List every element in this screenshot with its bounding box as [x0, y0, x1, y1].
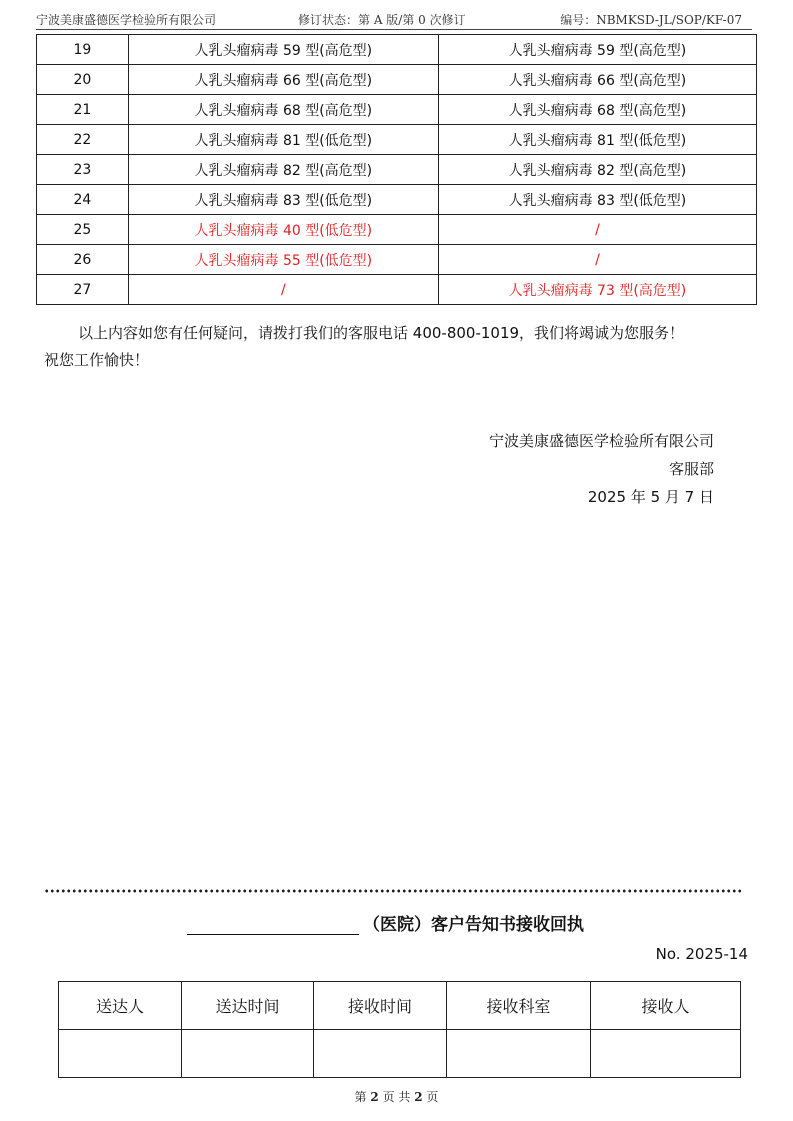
header-doc-number: 编号：NBMKSD-JL/SOP/KF-07	[560, 13, 742, 27]
receipt-col-sender: 送达人	[59, 982, 182, 1030]
previous-type-cell: 人乳头瘤病毒 66 型(高危型)	[128, 65, 438, 95]
footer-suffix: 页	[426, 1090, 439, 1104]
previous-type-cell: 人乳头瘤病毒 83 型(低危型)	[128, 185, 438, 215]
row-number: 24	[37, 185, 129, 215]
footer-mid: 页 共	[382, 1090, 411, 1104]
table-row	[37, 35, 757, 65]
new-type-cell: 人乳头瘤病毒 83 型(低危型)	[438, 185, 756, 215]
table-row	[37, 125, 757, 155]
receipt-title-text: （医院）客户告知书接收回执	[363, 915, 584, 935]
row-number: 20	[37, 65, 129, 95]
signature-date: 2025 年 5 月 7 日	[587, 488, 714, 506]
row-number: 25	[37, 215, 129, 245]
previous-type-cell: 人乳头瘤病毒 82 型(高危型)	[128, 155, 438, 185]
signature-company: 宁波美康盛德医学检验所有限公司	[488, 432, 714, 450]
receipt-col-department: 接收科室	[447, 982, 591, 1030]
receipt-cell-receive-time[interactable]	[314, 1030, 447, 1078]
row-number: 26	[37, 245, 129, 275]
footer-prefix: 第	[354, 1090, 367, 1104]
footer-total-pages: 2	[414, 1090, 423, 1104]
message-line-2: 祝您工作愉快！	[44, 351, 150, 369]
previous-type-cell: 人乳头瘤病毒 81 型(低危型)	[128, 125, 438, 155]
table-row	[37, 155, 757, 185]
header-company: 宁波美康盛德医学检验所有限公司	[36, 13, 217, 27]
table-row	[37, 215, 757, 245]
new-type-cell: 人乳头瘤病毒 82 型(高危型)	[438, 155, 756, 185]
receipt-col-receive-time: 接收时间	[314, 982, 447, 1030]
hospital-name-blank	[187, 912, 359, 935]
new-type-cell: 人乳头瘤病毒 73 型(高危型)	[438, 275, 756, 305]
table-row	[37, 65, 757, 95]
row-number: 23	[37, 155, 129, 185]
header-divider	[36, 29, 752, 30]
cut-line-divider	[44, 888, 744, 894]
footer-page-number: 2	[370, 1090, 379, 1104]
receipt-cell-receiver[interactable]	[591, 1030, 741, 1078]
receipt-header-row	[59, 982, 741, 1030]
new-type-cell: /	[438, 215, 756, 245]
table-row	[37, 245, 757, 275]
new-type-cell: 人乳头瘤病毒 66 型(高危型)	[438, 65, 756, 95]
receipt-cell-send-time[interactable]	[182, 1030, 314, 1078]
signature-department: 客服部	[668, 460, 714, 478]
receipt-table	[58, 981, 741, 1078]
previous-type-cell: 人乳头瘤病毒 55 型(低危型)	[128, 245, 438, 275]
table-row	[37, 95, 757, 125]
row-number: 22	[37, 125, 129, 155]
table-row	[37, 275, 757, 305]
receipt-cell-department[interactable]	[447, 1030, 591, 1078]
new-type-cell: 人乳头瘤病毒 81 型(低危型)	[438, 125, 756, 155]
page-footer	[0, 1088, 793, 1105]
row-number: 27	[37, 275, 129, 305]
message-line-1: 以上内容如您有任何疑问，请拨打我们的客服电话 400-800-1019，我们将竭诚为您服务！	[78, 324, 685, 342]
contact-message	[44, 320, 789, 374]
receipt-col-send-time: 送达时间	[182, 982, 314, 1030]
previous-type-cell: 人乳头瘤病毒 59 型(高危型)	[128, 35, 438, 65]
receipt-col-receiver: 接收人	[591, 982, 741, 1030]
header-revision: 修订状态：第 A 版/第 0 次修订	[298, 13, 466, 27]
row-number: 21	[37, 95, 129, 125]
previous-type-cell: 人乳头瘤病毒 68 型(高危型)	[128, 95, 438, 125]
row-number: 19	[37, 35, 129, 65]
new-type-cell: 人乳头瘤病毒 68 型(高危型)	[438, 95, 756, 125]
previous-type-cell: /	[128, 275, 438, 305]
receipt-blank-row	[59, 1030, 741, 1078]
table-row	[37, 185, 757, 215]
receipt-number: No. 2025-14	[655, 945, 748, 963]
new-type-cell: 人乳头瘤病毒 59 型(高危型)	[438, 35, 756, 65]
new-type-cell: /	[438, 245, 756, 275]
hpv-type-comparison-table	[36, 34, 757, 305]
receipt-cell-sender[interactable]	[59, 1030, 182, 1078]
page-header	[36, 8, 752, 28]
signature-block	[489, 427, 714, 511]
previous-type-cell: 人乳头瘤病毒 40 型(低危型)	[128, 215, 438, 245]
receipt-title	[187, 909, 584, 935]
